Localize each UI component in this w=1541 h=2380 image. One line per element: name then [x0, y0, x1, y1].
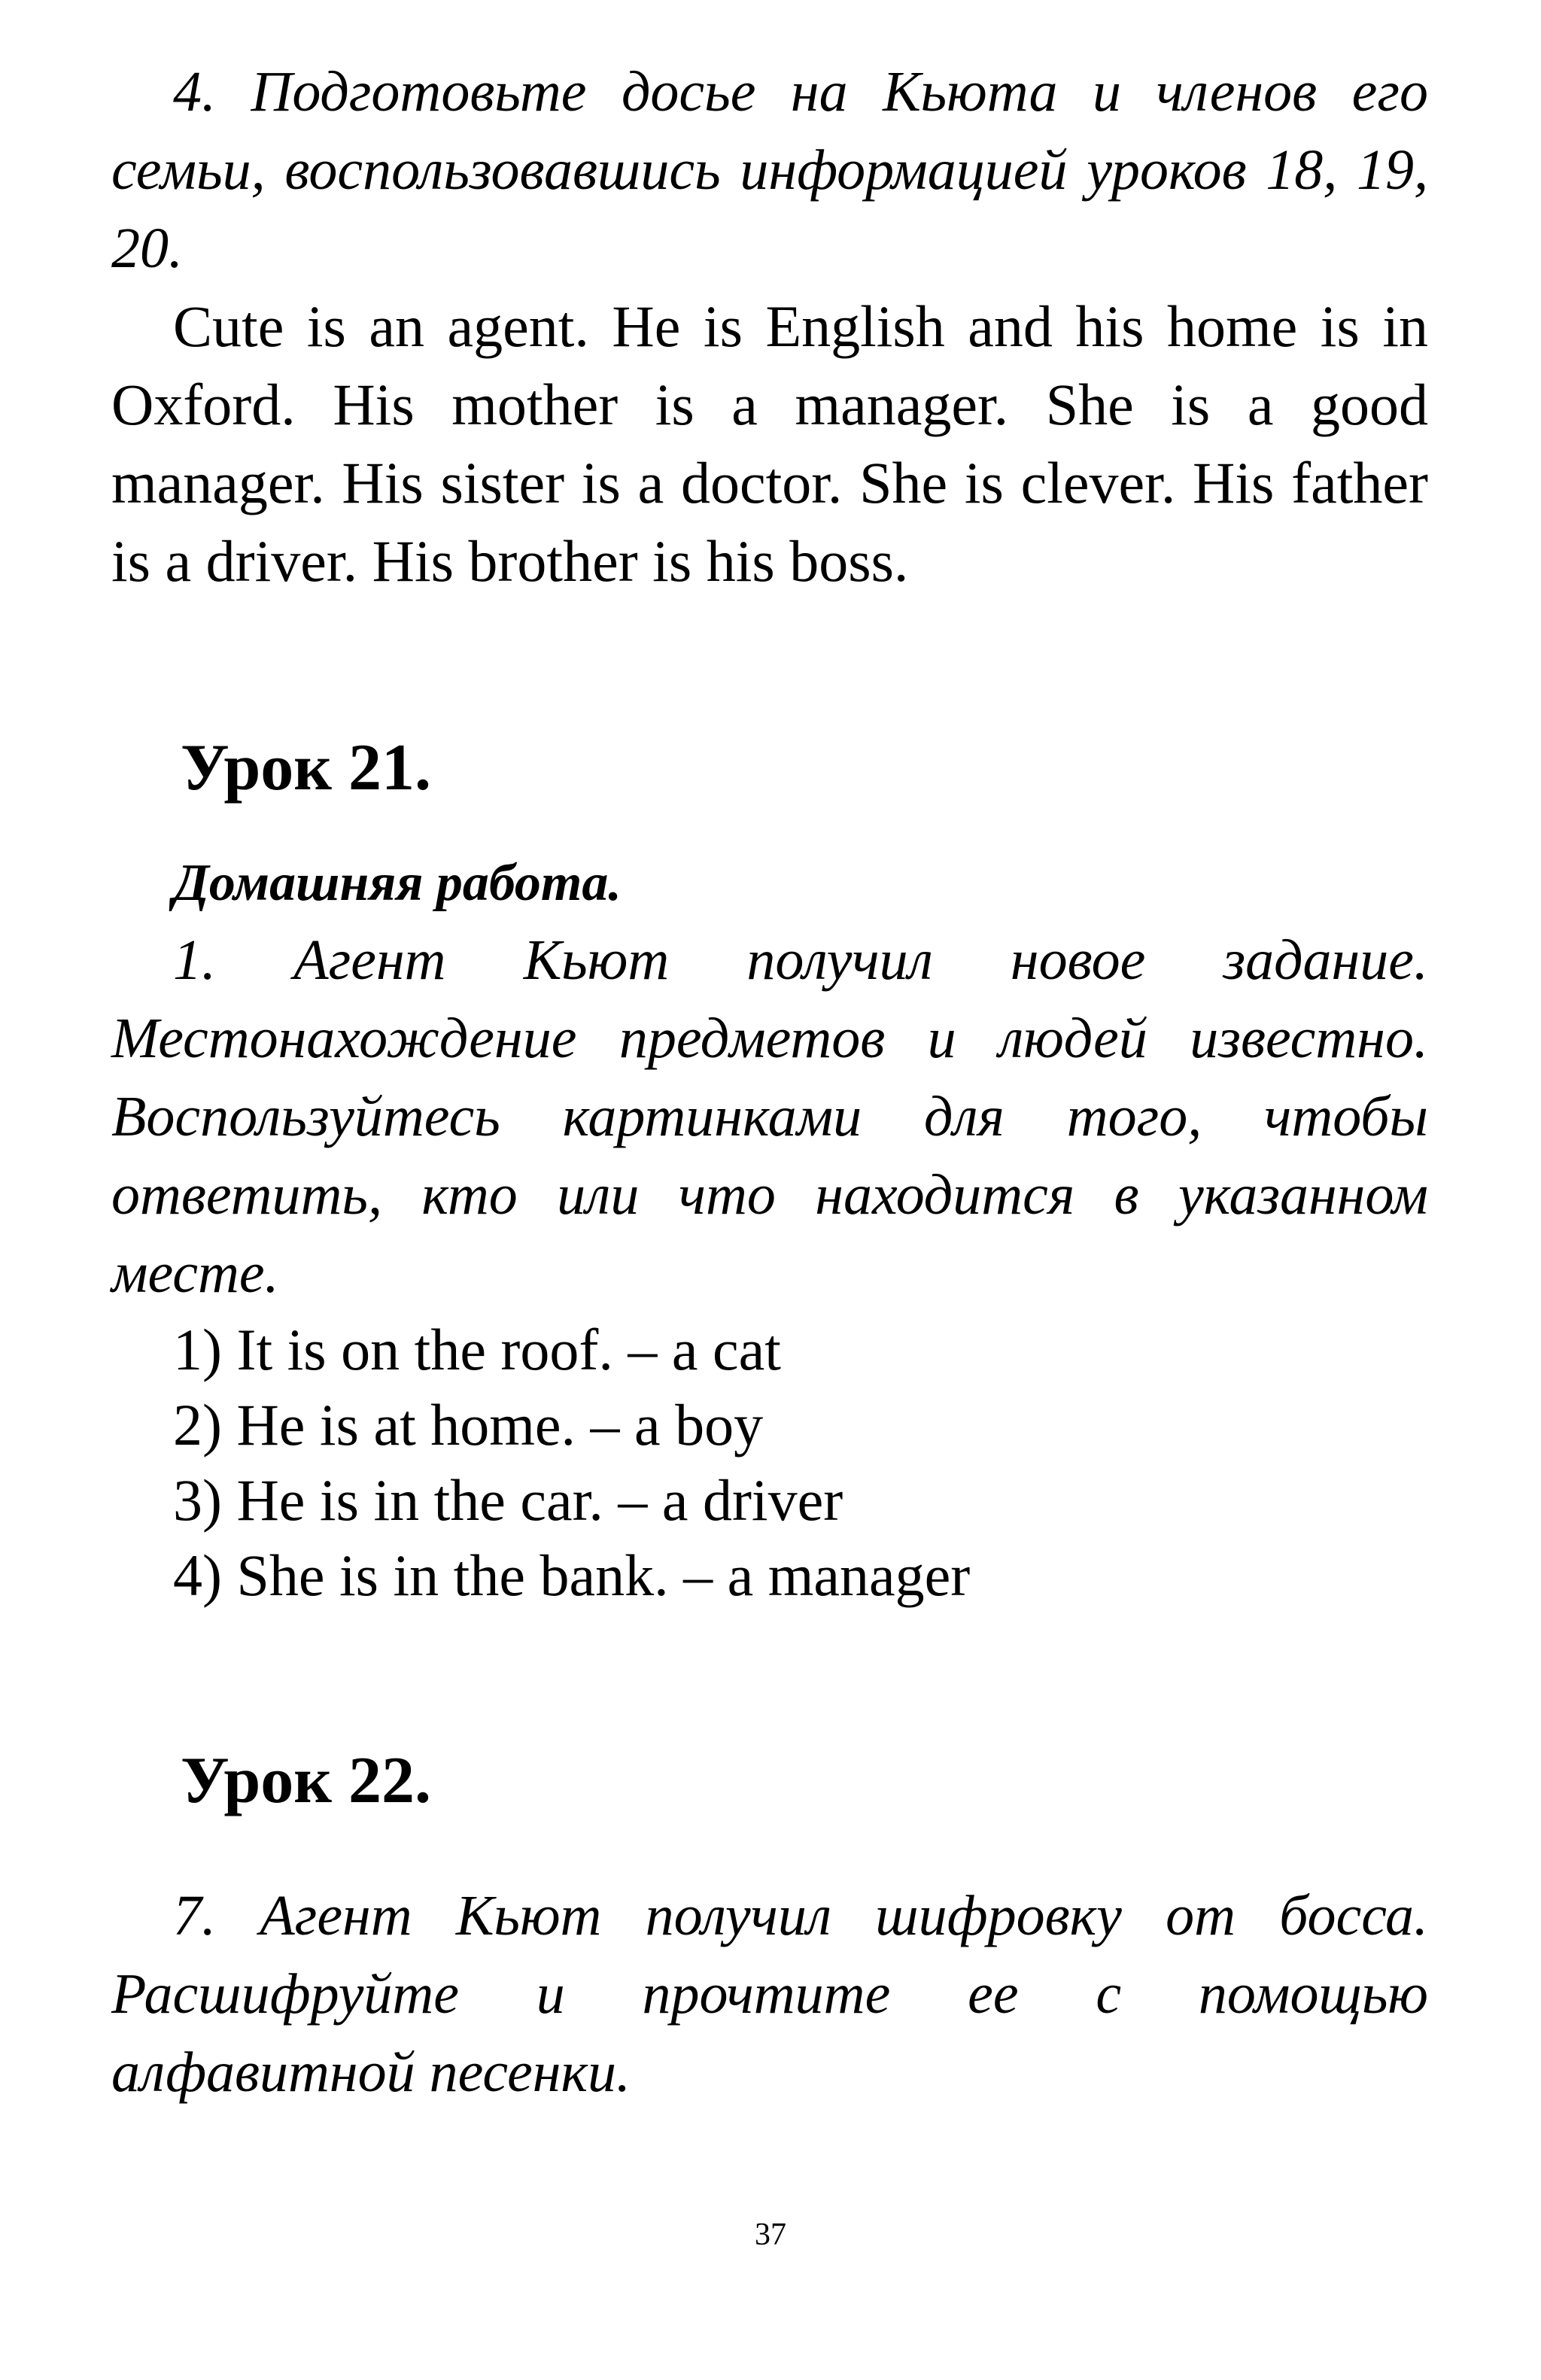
task-4-instruction: 4. Подготовьте досье на Кьюта и членов его семьи, воспользовавшись информацией уроков 18, 19, 20. — [111, 60, 1428, 280]
answer-item: 4) She is in the bank. – a manager — [173, 1543, 971, 1608]
page-number: 37 — [755, 2217, 786, 2252]
dossier-paragraph: Cute is an agent. He is English and his home is in Oxford. His mother is a manager. She is a good manager. His sister is a doctor. She is clever. His father is a driver. His brother is his boss. — [111, 293, 1428, 594]
lesson-22-task-instruction: 7. Агент Кьют получил шифровку от босса. Расшифруйте и прочтите ее с помощью алфавитной песенки. — [111, 1884, 1428, 2104]
answer-item: 3) He is in the car. – a driver — [173, 1467, 843, 1533]
answer-list — [111, 1312, 1428, 1613]
homework-subheading: Домашняя работа. — [173, 854, 622, 912]
lesson-22-title: Урок 22. — [181, 1744, 432, 1817]
page-content — [111, 53, 1428, 2111]
answer-item: 1) It is on the roof. – a cat — [173, 1317, 781, 1382]
lesson-21-task-instruction: 1. Агент Кьют получил новое задание. Местонахождение предметов и людей известно. Воспользуйтесь картинками для того, чтобы ответить, кто или что находится в указанном месте. — [111, 929, 1428, 1305]
answer-item: 2) He is at home. – a boy — [173, 1392, 764, 1457]
lesson-21-title: Урок 21. — [181, 731, 432, 804]
